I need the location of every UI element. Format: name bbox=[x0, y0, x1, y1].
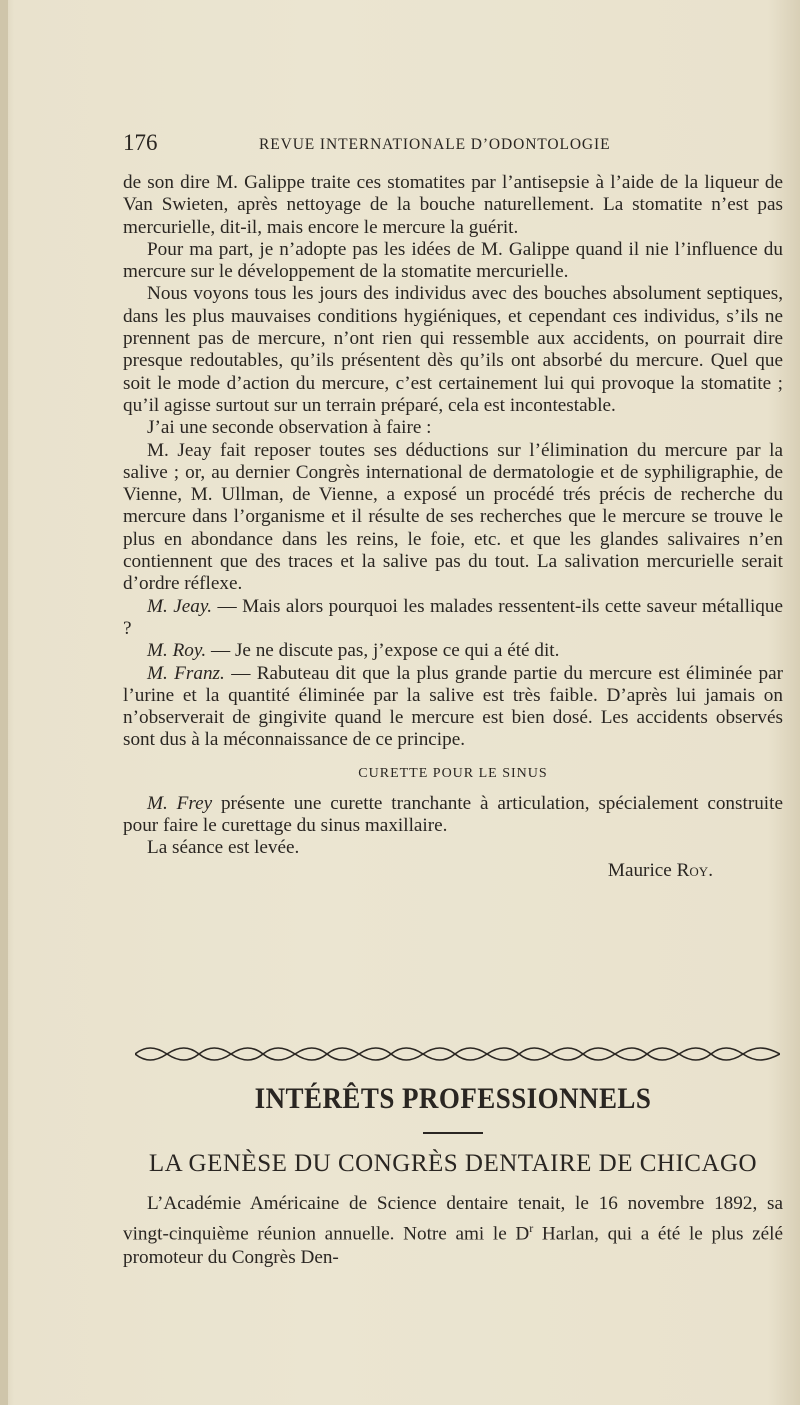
subheading: CURETTE POUR LE SINUS bbox=[358, 765, 548, 781]
dialogue-text: — Mais alors pourquoi les malades ressentent-ils cette saveur métallique ? bbox=[123, 595, 783, 639]
page-spine-shadow bbox=[0, 0, 8, 1405]
paragraph: de son dire M. Galippe traite ces stomatites par l’antisepsie à l’aide de la liqueur de Van Swieten, après nettoyage de la bouche naturellement. La stomatite n’est pas mercurielle, dit-il, mais encore le mercure la guérit. bbox=[123, 172, 783, 238]
speaker-name: M. Frey bbox=[147, 792, 213, 814]
dialogue-text: — Je ne discute pas, j’expose ce qui a été dit. bbox=[206, 640, 560, 662]
paragraph: M. Jeay fait reposer toutes ses déductions sur l’élimination du mercure par la salive ; or, au dernier Congrès international de dermatologie et de syphiligraphie, de Vienne, M. Ullman, de Vienne, a exposé un procédé trés précis de recherche du mercure dans l’organisme et il résulte de ses recherches que le mercure se trouve le plus en abondance dans les reins, le foie, etc. et que les glandes salivaires n’en contiennent que des traces et la salive pas du tout. La salivation mercurielle serait d’ordre réflexe. bbox=[123, 439, 783, 595]
main-text bbox=[123, 172, 783, 882]
page-number: 176 bbox=[123, 130, 158, 155]
paragraph: Nous voyons tous les jours des individus avec des bouches absolument septiques, dans les plus mauvaises conditions hygiéniques, et cependant ces individus, s’ils ne prennent pas de mercure, n’ont rien qui ressemble aux accidents, on pourrait dire presque redoutables, qu’ils présentent dès qu’ils ont absorbé du mercure. Quel que soit le mode d’action du mercure, c’est certainement lui qui provoque la stomatite ; qu’il agisse surtout sur un terrain préparé, cela est incontestable. bbox=[123, 283, 783, 416]
paragraph: J’ai une seconde observation à faire : bbox=[147, 417, 432, 439]
speaker-name: M. Jeay. bbox=[147, 595, 213, 617]
speaker-name: M. Roy. bbox=[147, 640, 207, 662]
paragraph bbox=[123, 1192, 783, 1270]
page-header bbox=[123, 130, 783, 160]
article-title: LA GENÈSE DU CONGRÈS DENTAIRE DE CHICAGO bbox=[148, 1150, 758, 1177]
dialogue-text: — Rabuteau dit que la plus grande partie du mercure est éliminée par l’urine et la quantité éliminée par la salive est très faible. D’après lui jamais on n’observerait de gingivite quand le mercure est bien dosé. Les accidents observés sont dus à la méconnaissance de ce principe. bbox=[123, 662, 784, 751]
dialogue-jeay bbox=[123, 596, 783, 641]
ornamental-divider bbox=[135, 1046, 780, 1062]
paragraph-text: L’Académie Américaine de Science dentaire tenait, le 16 novembre 1892, sa vingt-cinquième réunion annuelle. Notre ami le D bbox=[123, 1193, 783, 1245]
signature-first: Maurice bbox=[607, 859, 677, 881]
signature-last: Roy. bbox=[676, 859, 713, 881]
paragraph-frey bbox=[123, 793, 783, 838]
paragraph-text: présente une curette tranchante à articulation, spécialement construite pour faire le curettage du sinus maxillaire. bbox=[123, 792, 783, 837]
superscript: r bbox=[529, 1221, 534, 1235]
title-rule bbox=[423, 1132, 483, 1134]
dialogue-franz bbox=[123, 663, 783, 752]
dialogue-roy bbox=[123, 640, 783, 662]
paragraph: Pour ma part, je n’adopte pas les idées de M. Galippe quand il nie l’influence du mercure sur le développement de la stomatite mercurielle. bbox=[123, 238, 783, 283]
speaker-name: M. Franz. bbox=[147, 662, 225, 684]
closing-line: La séance est levée. bbox=[147, 837, 300, 859]
section-heading: INTÉRÊTS PROFESSIONNELS bbox=[254, 1082, 652, 1115]
signature bbox=[123, 860, 783, 882]
article-text bbox=[123, 1192, 783, 1270]
paragraph-text: Harlan, qui a été le plus zélé promoteur du Congrès Den- bbox=[123, 1223, 783, 1269]
running-title: REVUE INTERNATIONALE D’ODONTOLOGIE bbox=[259, 136, 611, 153]
